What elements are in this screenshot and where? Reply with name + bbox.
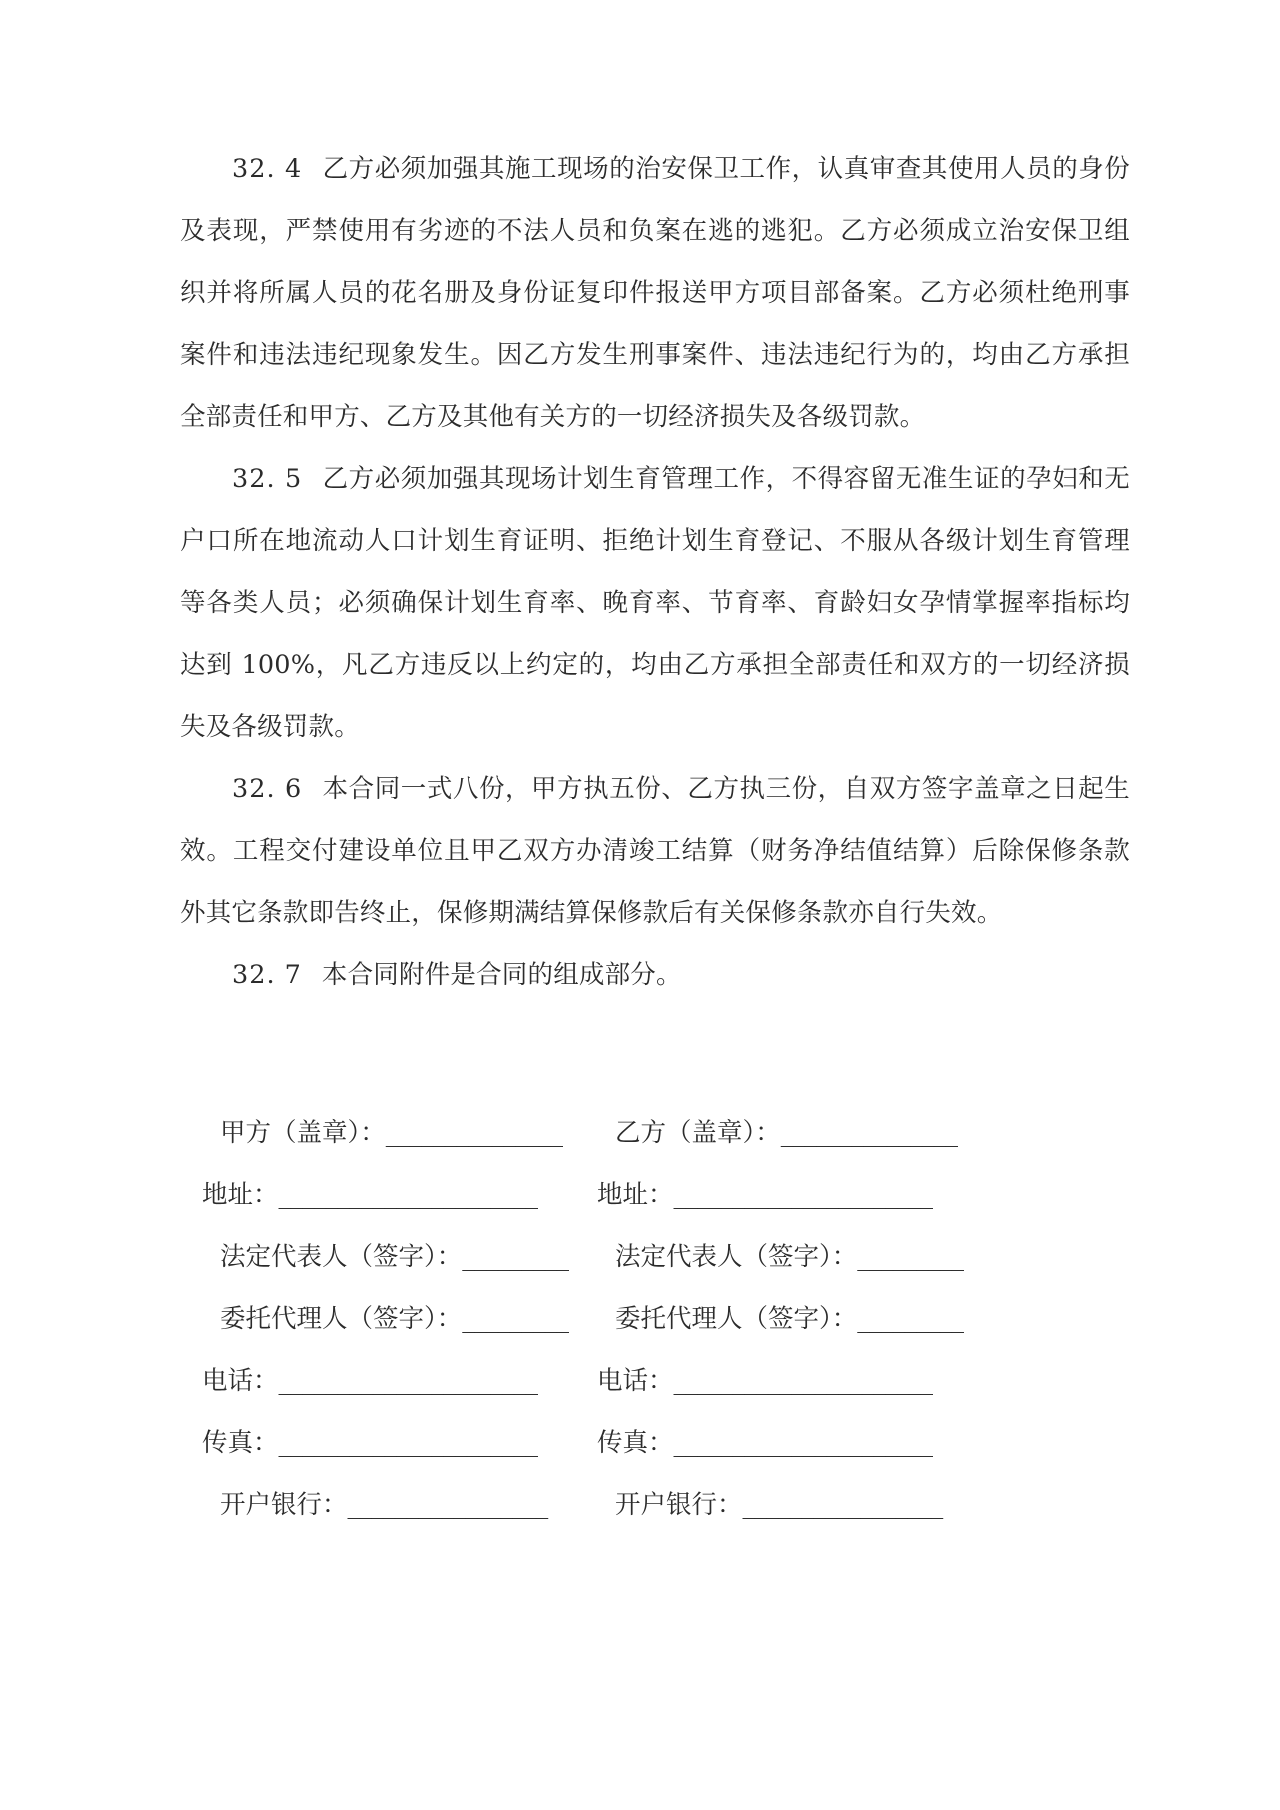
clause-number: 32. 7 [232,960,302,990]
field-label: 委托代理人（签字）： [615,1304,858,1334]
clause-list [180,138,1130,1006]
clause-number: 32. 6 [232,774,303,804]
signature-field-party-b-legal-rep [575,1226,970,1288]
field-label: 乙方（盖章）： [615,1118,781,1148]
signature-row-authorized-agent [180,1288,970,1350]
field-label: 开户银行： [220,1490,348,1520]
field-label: 甲方（盖章）： [220,1118,386,1148]
clause-32-5 [180,448,1130,758]
field-label: 地址： [202,1180,279,1210]
signature-field-party-a-bank [180,1474,575,1536]
signature-field-party-b-bank [575,1474,970,1536]
signature-row-fax [180,1412,970,1474]
signature-field-party-b-seal [575,1102,970,1164]
field-label: 传真： [202,1428,279,1458]
field-blank-line[interactable]: _________________ [742,1490,943,1520]
field-blank-line[interactable]: ______________________ [673,1180,933,1210]
signature-row-party-seal [180,1102,970,1164]
field-label: 地址： [597,1180,674,1210]
field-label: 电话： [202,1366,279,1396]
field-label: 委托代理人（签字）： [220,1304,463,1334]
signature-row-bank [180,1474,970,1536]
signature-field-party-a-fax [180,1412,575,1474]
field-label: 传真： [597,1428,674,1458]
signature-field-party-a-phone [180,1350,575,1412]
signature-field-party-b-phone [575,1350,970,1412]
signature-row-address [180,1164,970,1226]
field-blank-line[interactable]: _________ [462,1304,569,1334]
field-label: 法定代表人（签字）： [220,1242,463,1272]
signature-field-party-b-fax [575,1412,970,1474]
signature-row-legal-representative [180,1226,970,1288]
clause-text: 乙方必须加强其施工现场的治安保卫工作，认真审查其使用人员的身份及表现，严禁使用有劣迹的不法人员和负案在逃的逃犯。乙方必须成立治安保卫组织并将所属人员的花名册及身份证复印件报送甲方项目部备案。乙方必须杜绝刑事案件和违法违纪现象发生。因乙方发生刑事案件、违法违纪行为的，均由乙方承担全部责任和甲方、乙方及其他有关方的一切经济损失及各级罚款。 [180,154,1131,432]
field-blank-line[interactable]: ______________________ [278,1428,538,1458]
clause-32-4 [180,138,1130,448]
field-blank-line[interactable]: _________ [857,1242,964,1272]
signature-field-party-a-address [180,1164,575,1226]
field-blank-line[interactable]: _______________ [780,1118,958,1148]
signature-field-party-a-legal-rep [180,1226,575,1288]
clause-text: 乙方必须加强其现场计划生育管理工作，不得容留无准生证的孕妇和无户口所在地流动人口计划生育证明、拒绝计划生育登记、不服从各级计划生育管理等各类人员；必须确保计划生育率、晚育率、节育率、育龄妇女孕情掌握率指标均达到 100%，凡乙方违反以上约定的，均由乙方承担全部责任和双方的一切经济损失及各级罚款。 [180,464,1131,742]
signature-block [180,1102,970,1536]
field-label: 电话： [597,1366,674,1396]
field-blank-line[interactable]: ______________________ [278,1366,538,1396]
signature-row-telephone [180,1350,970,1412]
clause-32-6 [180,758,1130,944]
field-label: 法定代表人（签字）： [615,1242,858,1272]
clause-number: 32. 4 [232,154,303,184]
field-blank-line[interactable]: ______________________ [673,1366,933,1396]
field-label: 开户银行： [615,1490,743,1520]
field-blank-line[interactable]: _________ [462,1242,569,1272]
signature-field-party-a-seal [180,1102,575,1164]
field-blank-line[interactable]: ______________________ [278,1180,538,1210]
field-blank-line[interactable]: _______________ [385,1118,563,1148]
field-blank-line[interactable]: _________________ [347,1490,548,1520]
signature-field-party-b-address [575,1164,970,1226]
field-blank-line[interactable]: ______________________ [673,1428,933,1458]
clause-32-7 [180,944,1130,1006]
field-blank-line[interactable]: _________ [857,1304,964,1334]
clause-number: 32. 5 [232,464,303,494]
clause-text: 本合同附件是合同的组成部分。 [321,960,682,990]
signature-field-party-b-agent [575,1288,970,1350]
clause-text: 本合同一式八份，甲方执五份、乙方执三份，自双方签字盖章之日起生效。工程交付建设单位且甲乙双方办清竣工结算（财务净结值结算）后除保修条款外其它条款即告终止，保修期满结算保修款后有关保修条款亦自行失效。 [180,774,1131,928]
signature-field-party-a-agent [180,1288,575,1350]
